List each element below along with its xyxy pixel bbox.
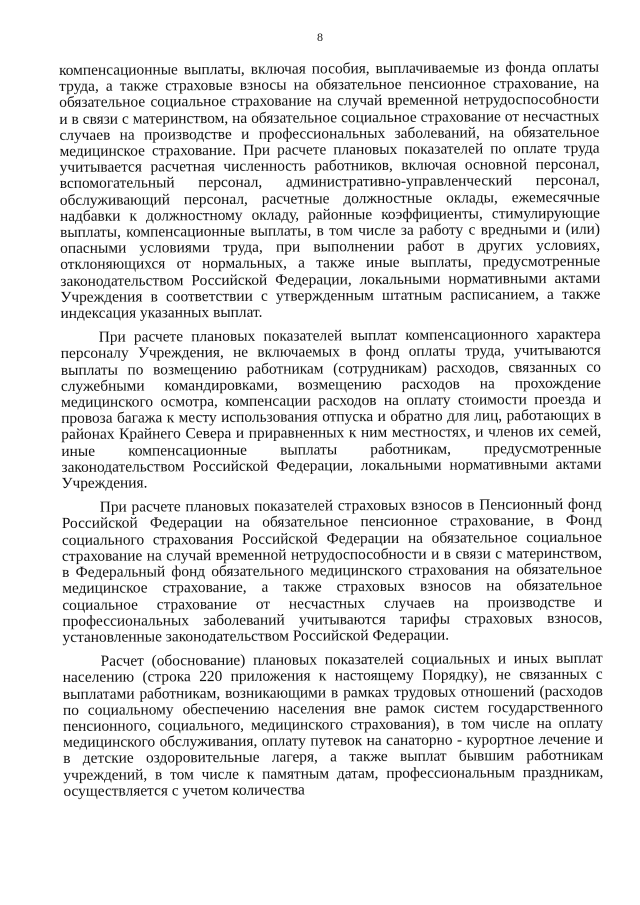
paragraph-4: Расчет (обоснование) плановых показателей социальных и иных выплат населению (строка 220 приложения к настоящему Порядку), не связанных с выплатами работникам, возникающими в рамках трудовых отношений (расходов по социальному обеспечению населения вне рамок систем государственного пенсионного, социального, медицинского страхования), в том числе на оплату медицинского обслуживания, оплату путевок на санаторно - курортное лечение и в детские оздоровительные лагеря, а также выплат бывшим работникам учреждений, в том числе к памятным датам, профессиональным праздникам, осуществляется с учетом количества bbox=[62, 649, 604, 800]
paragraph-1: компенсационные выплаты, включая пособия, выплачиваемые из фонда оплаты труда, а также страховые взносы на обязательное пенсионное страхование, на обязательное социальное страхование на случай временной нетрудоспособности и в связи с материнством, на обязательное социальное страхование от несчастных случаев на производстве и профессиональных заболеваний, на обязательное медицинское страхование. При расчете плановых показателей по оплате труда учитывается расчетная численность работников, включая основной персонал, вспомогательный персонал, административно-управленческий персонал, обслуживающий персонал, расчетные должностные оклады, ежемесячные надбавки к должностному окладу, районные коэффициенты, стимулирующие выплаты, компенсационные выплаты, в том числе за работу с вредными и (или) опасными условиями труда, при выполнении работ в других условиях, отклоняющихся от нормальных, а также иные выплаты, предусмотренные законодательством Российской Федерации, локальными нормативными актами Учреждения в соответствии с утвержденным штатным расписанием, а также индексация указанных выплат. bbox=[58, 58, 601, 323]
page-number: 8 bbox=[317, 30, 323, 44]
paragraph-2: При расчете плановых показателей выплат компенсационного характера персоналу Учреждения, не включаемых в фонд оплаты труда, учитываются выплаты по возмещению работникам (сотрудникам) расходов, связанных со служебными командировками, возмещению расходов на прохождение медицинского осмотра, компенсации расходов на оплату стоимости проезда и провоза багажа к месту использования отпуска и обратно для лиц, работающих в районах Крайнего Севера и приравненных к ним местностях, и членов их семей, иные компенсационные выплаты работникам, предусмотренные законодательством Российской Федерации, локальными нормативными актами Учреждения. bbox=[60, 325, 602, 493]
paragraph-3: При расчете плановых показателей страховых взносов в Пенсионный фонд Российской Федерации на обязательное пенсионное страхование, в Фонд социального страхования Российской Федерации на обязательное социальное страхование на случай временной нетрудоспособности и в связи с материнством, в Федеральный фонд обязательного медицинского страхования на обязательное медицинское страхование, а также страховых взносов на обязательное социальное страхование от несчастных случаев на производстве и профессиональных заболеваний учитываются тарифы страховых взносов, установленные законодательством Российской Федерации. bbox=[61, 495, 603, 646]
document-body bbox=[59, 60, 603, 800]
